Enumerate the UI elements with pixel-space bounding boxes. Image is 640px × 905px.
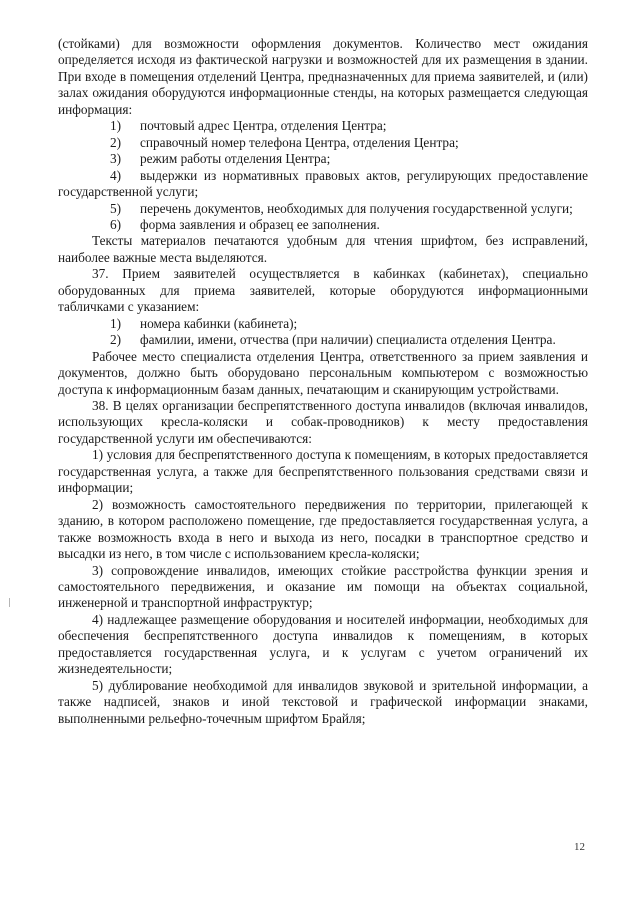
list-item-text: почтовый адрес Центра, отделения Центра;: [140, 118, 387, 134]
list-item: [58, 332, 588, 348]
paragraph-subitem: 3) сопровождение инвалидов, имеющих стойкие расстройства функции зрения и самостоятельного передвижения, и оказание им помощи на объектах социальной, инженерной и транспортной инфраструктур;: [58, 562, 588, 611]
list-item-text: форма заявления и образец ее заполнения.: [140, 216, 380, 232]
list-item-number: 2): [110, 134, 122, 150]
list-item-text: фамилии, имени, отчества (при наличии) специалиста отделения Центра.: [140, 332, 556, 348]
page-number: 12: [574, 841, 585, 853]
paragraph-subitem: 2) возможность самостоятельного передвижения по территории, прилегающей к зданию, в котором расположено помещение, где предоставляется государственная услуга, а также возможность входа в него и выхода из него, посадки в транспортное средство и высадки из него, в том числе с использованием кресла-коляски;: [58, 496, 588, 562]
list-item-text: выдержки из нормативных правовых актов, регулирующих предоставление государственной услуги;: [58, 167, 588, 200]
list-item: [58, 168, 588, 201]
list-item-number: 4): [110, 167, 122, 183]
paragraph: Рабочее место специалиста отделения Центра, ответственного за прием заявления и документов, должно быть оборудовано персональным компьютером с возможностью доступа к информационным базам данных, печатающим и сканирующим устройствами.: [58, 348, 588, 397]
list-item-text: справочный номер телефона Центра, отделения Центра;: [140, 134, 459, 150]
list-item: [58, 135, 588, 151]
list-item-number: 1): [110, 315, 122, 331]
margin-mark: [9, 598, 10, 607]
list-item-text: режим работы отделения Центра;: [140, 151, 331, 167]
list-item: [58, 118, 588, 134]
paragraph-subitem: 4) надлежащее размещение оборудования и носителей информации, необходимых для обеспечения беспрепятственного доступа инвалидов к помещениям, в которых предоставляется государственная услуга, и к услугам с учетом ограничений их жизнедеятельности;: [58, 611, 588, 677]
list-item: [58, 217, 588, 233]
paragraph-subitem: 1) условия для беспрепятственного доступа к помещениям, в которых предоставляется государственная услуга, а также для беспрепятственного пользования средствами связи и информации;: [58, 447, 588, 496]
paragraph-clause-37: 37. Прием заявителей осуществляется в кабинках (кабинетах), специально оборудованных для приема заявителей, которые оборудуются информационными табличками с указанием:: [58, 266, 588, 315]
document-page: [58, 36, 588, 727]
list-item: [58, 201, 588, 217]
list-item-number: 5): [110, 200, 122, 216]
list-item: [58, 151, 588, 167]
paragraph-clause-38: 38. В целях организации беспрепятственного доступа инвалидов (включая инвалидов, использующих кресла-коляски и собак-проводников) к месту предоставления государственной услуги им обеспечиваются:: [58, 397, 588, 446]
list-item-number: 1): [110, 118, 122, 134]
paragraph-intro: (стойками) для возможности оформления документов. Количество мест ожидания определяется исходя из фактической нагрузки и возможностей для их размещения в здании. При входе в помещения отделений Центра, предназначенных для приема заявителей, и (или) залах ожидания оборудуются информационные стенды, на которых размещается следующая информация:: [58, 36, 588, 117]
list-item-number: 6): [110, 216, 122, 232]
list-item-text: перечень документов, необходимых для получения государственной услуги;: [140, 200, 573, 216]
list-item-number: 3): [110, 151, 122, 167]
paragraph: Тексты материалов печатаются удобным для чтения шрифтом, без исправлений, наиболее важные места выделяются.: [58, 233, 588, 265]
list-item: [58, 316, 588, 332]
list-item-number: 2): [110, 332, 122, 348]
paragraph-subitem: 5) дублирование необходимой для инвалидов звуковой и зрительной информации, а также надписей, знаков и иной текстовой и графической информации знаками, выполненными рельефно-точечным шрифтом Брайля;: [58, 677, 588, 726]
list-item-text: номера кабинки (кабинета);: [140, 315, 298, 331]
